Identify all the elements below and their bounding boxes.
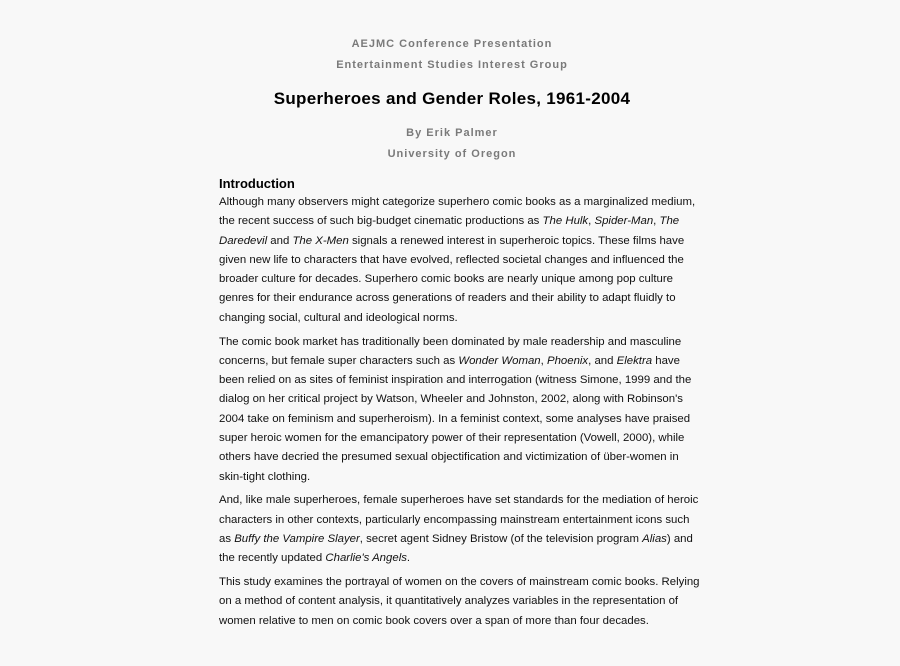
- text-line: [219, 491, 699, 510]
- italic-title: Alias: [642, 533, 667, 546]
- text-run: as: [219, 533, 235, 546]
- text-run: signals a renewed interest in superheroic topics. These films have: [348, 234, 685, 247]
- italic-title: Phoenix: [546, 354, 589, 367]
- text-line: [219, 232, 699, 251]
- text-run: skin-tight clothing.: [219, 470, 311, 483]
- text-run: , secret agent Sidney Bristow (of the television program: [359, 533, 643, 546]
- text-line: [219, 212, 699, 231]
- text-run: broader culture for decades. Superhero comic books are nearly unique among pop culture: [219, 273, 673, 286]
- paragraph: [219, 491, 699, 568]
- italic-title: Charlie's Angels: [325, 552, 407, 565]
- text-line: [219, 193, 699, 212]
- text-run: ,: [540, 354, 547, 367]
- text-line: [219, 352, 699, 371]
- text-line: [219, 251, 699, 270]
- text-run: characters in other contexts, particularly encompassing mainstream entertainment icons such: [219, 513, 690, 526]
- text-run: have: [652, 354, 680, 367]
- text-line: [219, 549, 699, 568]
- text-run: super heroic women for the emancipatory power of their representation (Vowell, 2000), while: [219, 432, 685, 445]
- text-run: concerns, but female super characters such as: [219, 354, 459, 367]
- text-run: given new life to characters that have evolved, reflected societal changes and influenced the: [219, 253, 684, 266]
- text-run: And, like male superheroes, female superheroes have set standards for the mediation of heroic: [219, 494, 699, 507]
- text-run: ) and: [666, 533, 693, 546]
- text-run: 2004 take on feminism and superheroism). In a feminist context, some analyses have praised: [219, 412, 691, 425]
- text-run: others have decried the presumed sexual objectification and victimization of über-women in: [219, 451, 679, 464]
- text-line: [219, 612, 699, 631]
- paragraph: [219, 193, 699, 328]
- italic-title: Elektra: [616, 354, 653, 367]
- italic-title: Spider-Man: [594, 215, 654, 228]
- author-label: By Erik Palmer: [406, 127, 498, 139]
- text-run: women relative to men on comic book covers over a span of more than four decades.: [219, 614, 649, 627]
- paragraph: [219, 333, 699, 487]
- text-run: the recent success of such big-budget cinematic productions as: [219, 215, 543, 228]
- text-line: [219, 390, 699, 409]
- italic-title: The Hulk: [542, 215, 589, 228]
- text-run: ,: [588, 215, 595, 228]
- text-run: on a method of content analysis, it quantitatively analyzes variables in the representation of: [219, 595, 679, 608]
- italic-title: The: [659, 215, 680, 228]
- text-line: [219, 592, 699, 611]
- page-title: Superheroes and Gender Roles, 1961-2004: [273, 89, 631, 108]
- document-body: [219, 193, 699, 636]
- text-run: , and: [588, 354, 617, 367]
- text-run: Although many observers might categorize superhero comic books as a marginalized medium,: [219, 196, 696, 208]
- italic-title: The X-Men: [292, 234, 349, 247]
- text-run: changing social, cultural and ideological norms.: [219, 311, 458, 324]
- text-run: The comic book market has traditionally been dominated by male readership and masculine: [219, 335, 682, 348]
- paragraph: [219, 573, 699, 631]
- text-run: dialog on her critical project by Watson, Wheeler and Johnston, 2002, along with Robinson's: [219, 393, 683, 406]
- text-line: [219, 511, 699, 530]
- text-line: [219, 309, 699, 328]
- text-run: genres for their endurance across generations of readers and their ability to adapt fluidly to: [219, 292, 676, 305]
- text-line: [219, 333, 699, 352]
- affiliation-label: University of Oregon: [387, 148, 517, 160]
- italic-title: Buffy the Vampire Slayer: [234, 533, 360, 546]
- text-run: ,: [653, 215, 660, 228]
- text-line: [219, 573, 699, 592]
- text-line: [219, 468, 699, 487]
- conference-label: AEJMC Conference Presentation: [351, 38, 553, 50]
- italic-title: Daredevil: [219, 234, 268, 247]
- interest-group-label: Entertainment Studies Interest Group: [336, 59, 568, 71]
- text-run: This study examines the portrayal of women on the covers of mainstream comic books. Relying: [219, 576, 700, 589]
- text-line: [219, 410, 699, 429]
- text-line: [219, 429, 699, 448]
- text-line: [219, 270, 699, 289]
- text-run: .: [406, 552, 411, 565]
- text-run: the recently updated: [219, 552, 326, 565]
- text-run: been relied on as sites of feminist inspiration and interrogation (witness Simone, 1999 and the: [219, 374, 692, 387]
- text-line: [219, 289, 699, 308]
- text-line: [219, 448, 699, 467]
- section-heading: Introduction: [219, 176, 295, 191]
- text-line: [219, 371, 699, 390]
- text-run: and: [267, 234, 293, 247]
- italic-title: Wonder Woman: [458, 354, 541, 367]
- text-line: [219, 530, 699, 549]
